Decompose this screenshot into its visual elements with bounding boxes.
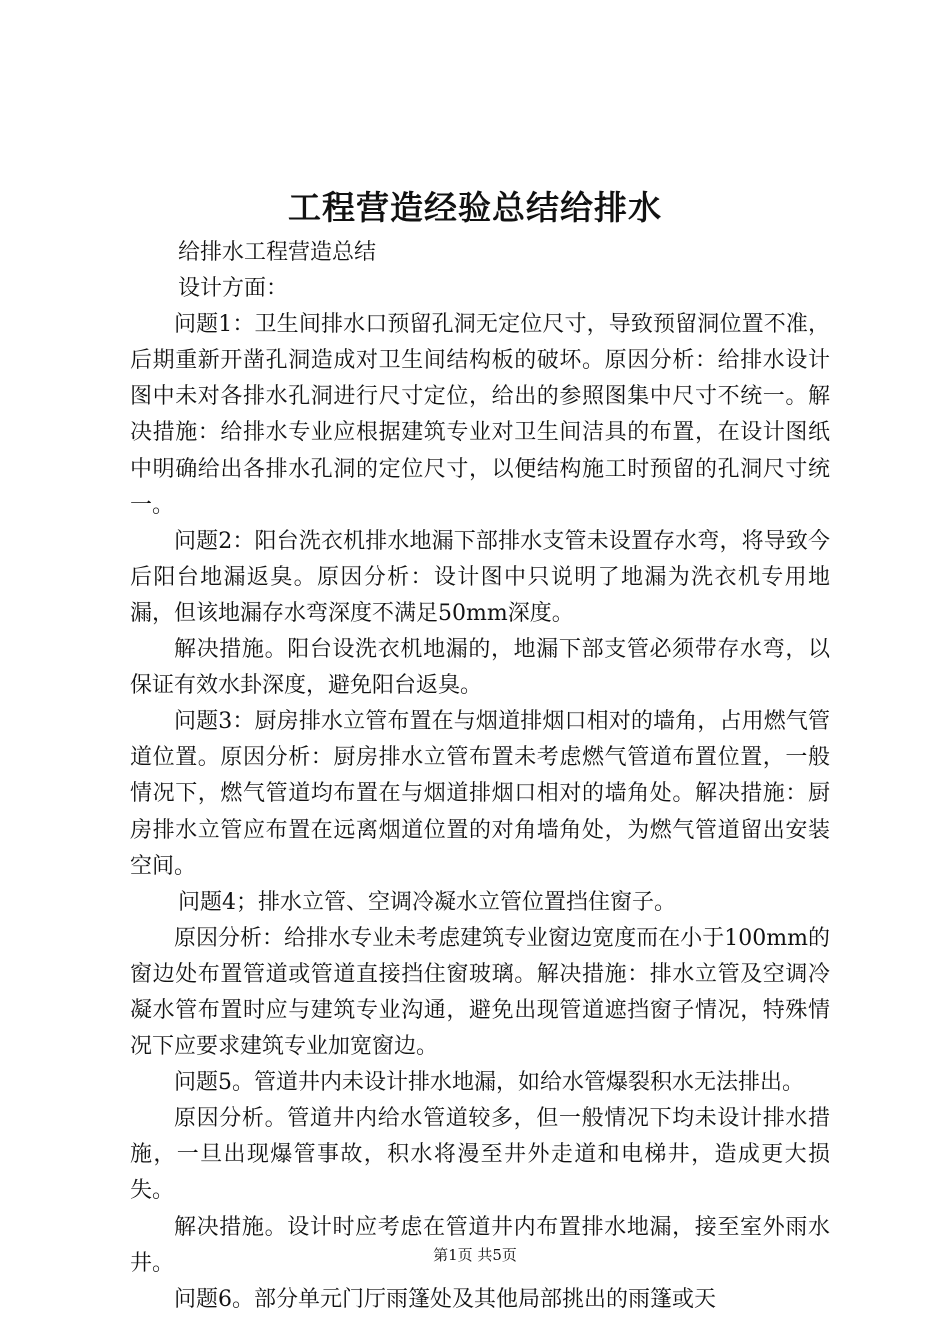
paragraph-analysis-4: 原因分析：给排水专业未考虑建筑专业窗边宽度而在小于100mm的窗边处布置管道或管道直接挡住窗玻璃。解决措施：排水立管及空调冷凝水管布置时应与建筑专业沟通，避免出现管道遮挡窗子情况，特殊情况下应要求建筑专业加宽窗边。	[130, 925, 830, 1060]
paragraph-problem-4: 问题4；排水立管、空调冷凝水立管位置挡住窗子。	[178, 889, 676, 915]
paragraph-section-heading: 设计方面：	[178, 276, 289, 302]
paragraph-problem-6: 问题6。部分单元门厅雨篷处及其他局部挑出的雨篷或天	[174, 1286, 716, 1312]
paragraph-problem-3: 问题3：厨房排水立管布置在与烟道排烟口相对的墙角，占用燃气管道位置。原因分析：厨房排水立管布置未考虑燃气管道布置位置，一般情况下，燃气管道均布置在与烟道排烟口相对的墙角处。解决措施：厨房排水立管应布置在远离烟道位置的对角墙角处，为燃气管道留出安装空间。	[130, 709, 830, 879]
paragraph-subtitle: 给排水工程营造总结	[178, 240, 377, 265]
document-title: 工程营造经验总结给排水	[288, 188, 662, 227]
paragraph-analysis-5: 原因分析。管道井内给水管道较多，但一般情况下均未设计排水措施，一旦出现爆管事故，积水将漫至井外走道和电梯井，造成更大损失。	[130, 1106, 830, 1204]
paragraph-solution-2: 解决措施。阳台设洗衣机地漏的，地漏下部支管必须带存水弯，以保证有效水卦深度，避免阳台返臭。	[130, 637, 830, 699]
paragraph-problem-2: 问题2：阳台洗衣机排水地漏下部排水支管未设置存水弯，将导致今后阳台地漏返臭。原因分析：设计图中只说明了地漏为洗衣机专用地漏，但该地漏存水弯深度不满足50mm深度。	[130, 528, 830, 626]
paragraph-problem-5: 问题5。管道井内未设计排水地漏，如给水管爆裂积水无法排出。	[174, 1070, 804, 1096]
paragraph-solution-5: 解决措施。设计时应考虑在管道井内布置排水地漏，接至室外雨水井。	[130, 1214, 830, 1276]
document-body	[130, 235, 830, 1318]
page-footer: 第1页 共5页	[433, 1246, 517, 1264]
paragraph-problem-1: 问题1：卫生间排水口预留孔洞无定位尺寸，导致预留洞位置不准，后期重新开凿孔洞造成对卫生间结构板的破坏。原因分析：给排水设计图中未对各排水孔洞进行尺寸定位，给出的参照图集中尺寸不统一。解决措施：给排水专业应根据建筑专业对卫生间洁具的布置，在设计图纸中明确给出各排水孔洞的定位尺寸，以便结构施工时预留的孔洞尺寸统一。	[130, 312, 830, 518]
